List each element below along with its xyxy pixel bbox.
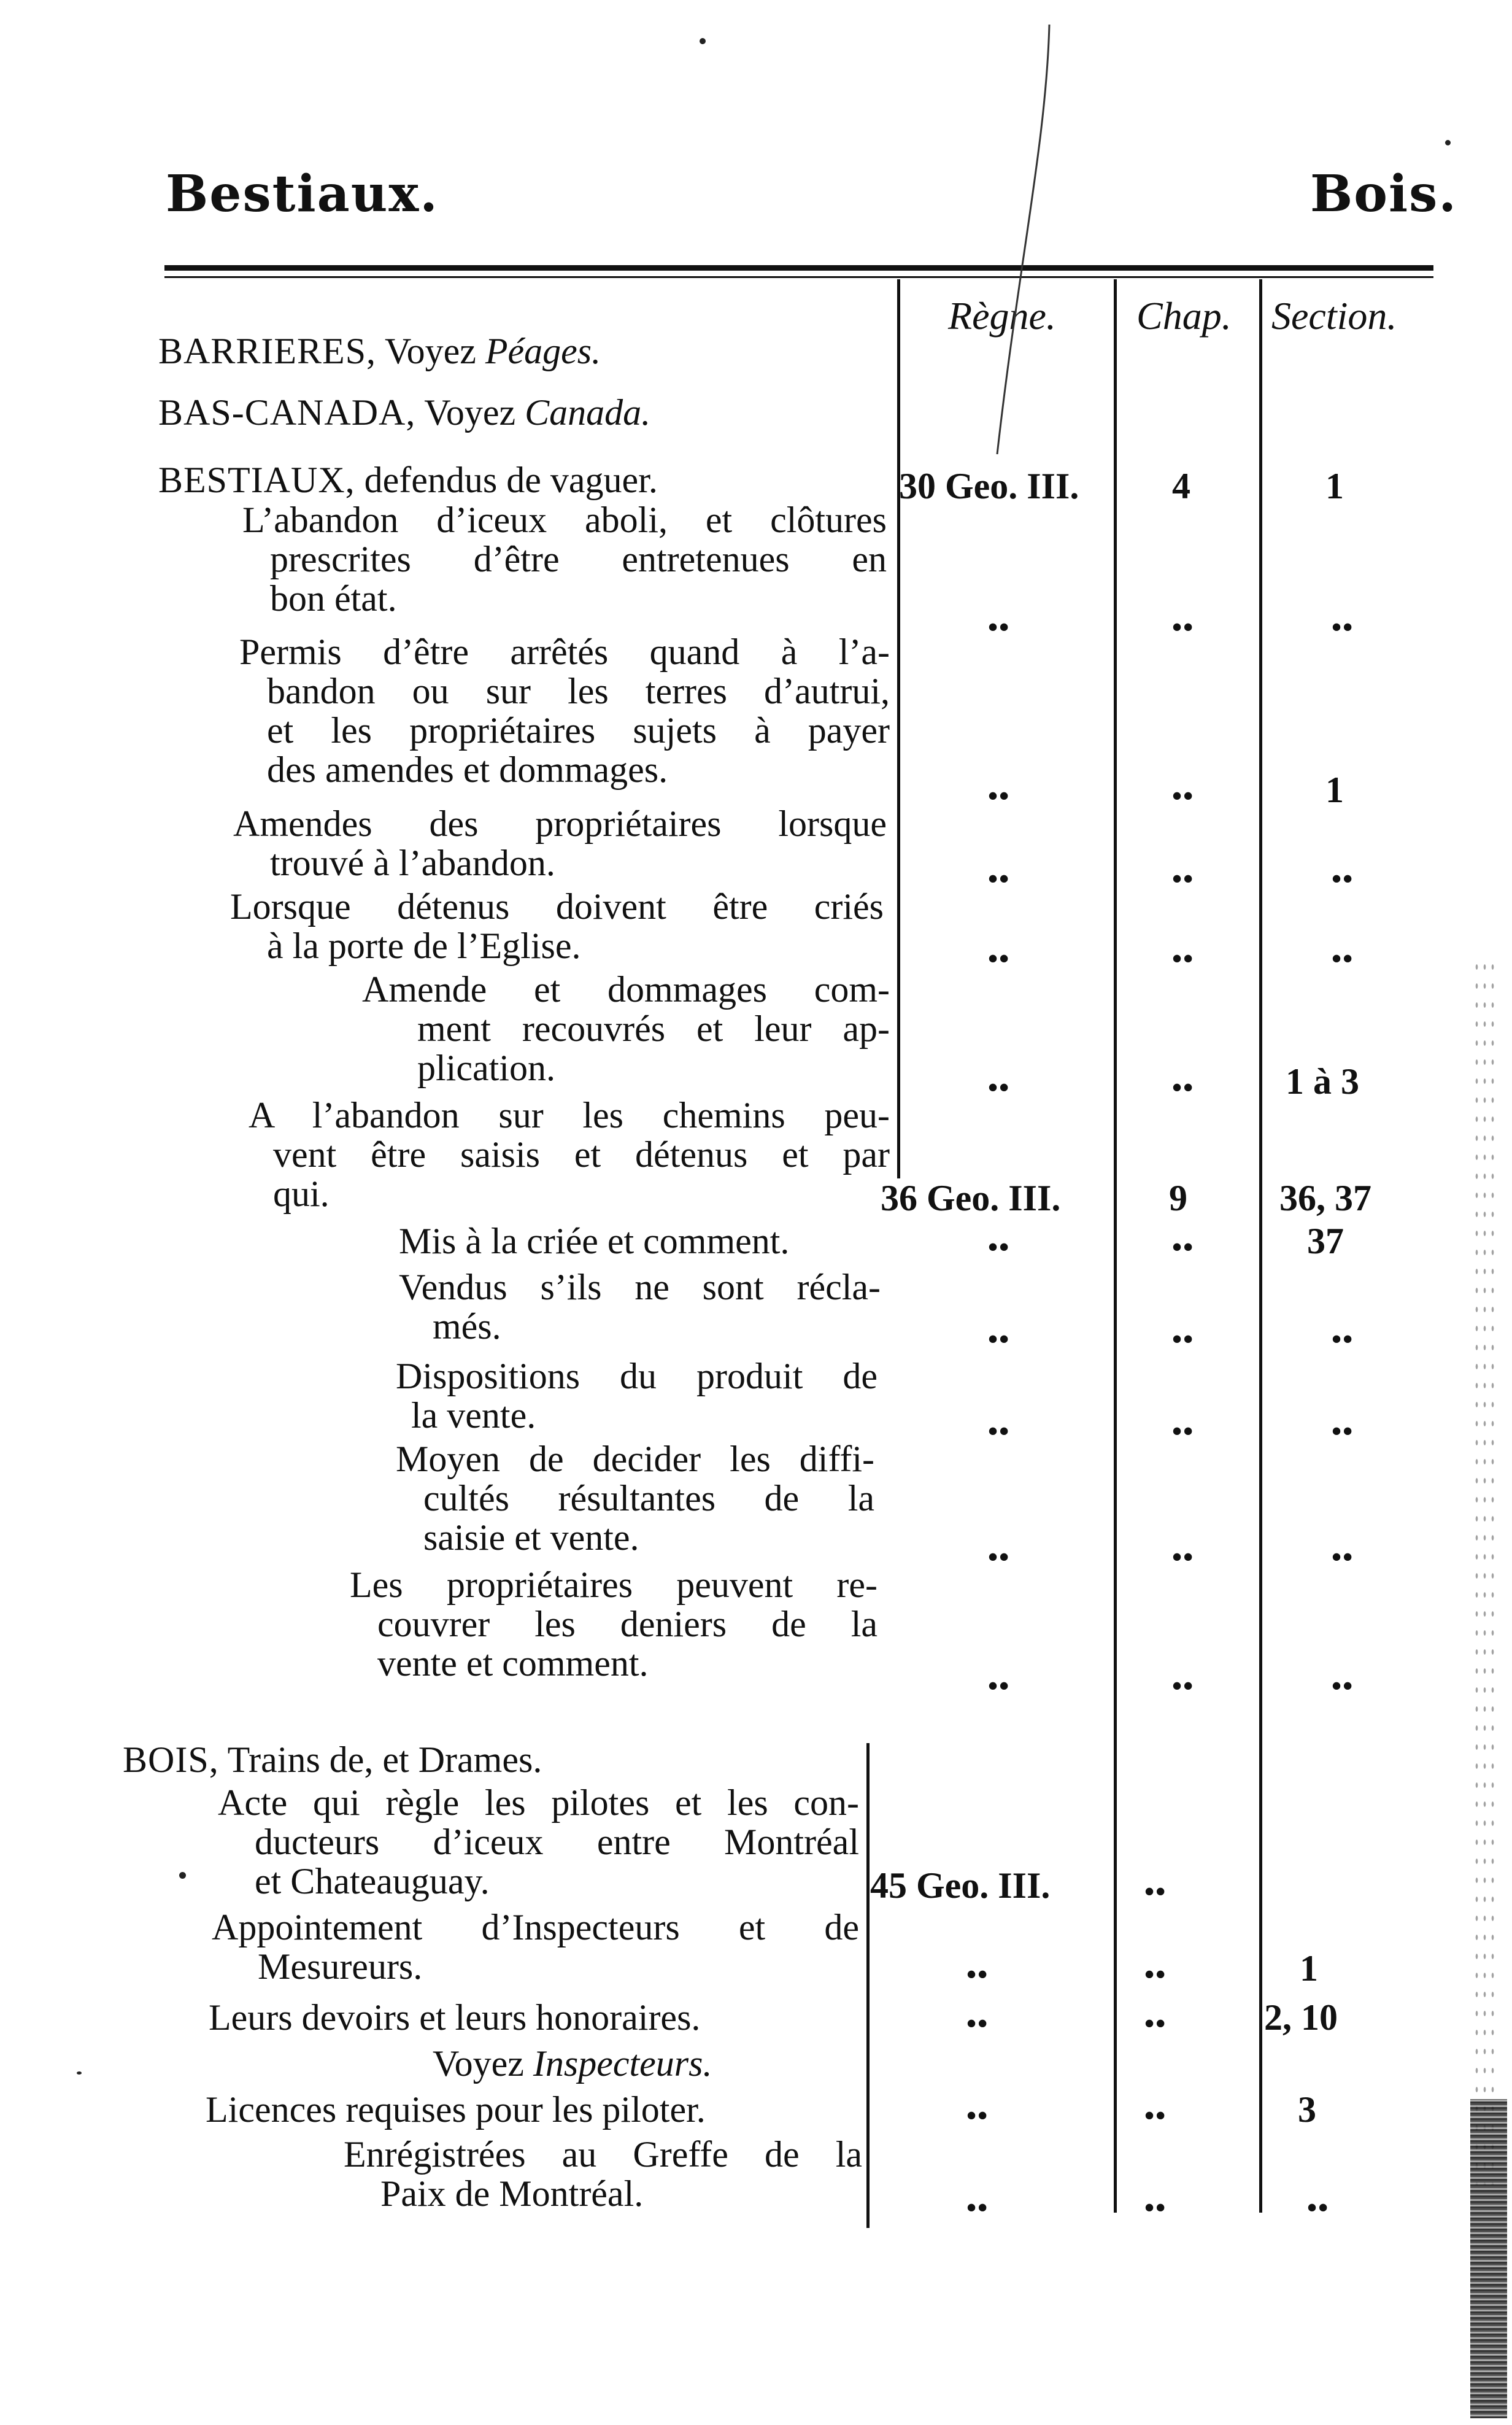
section-cell: 3 bbox=[1298, 2089, 1316, 2130]
divider-text-regne bbox=[897, 279, 900, 1178]
entry-rest: defendus de vaguer. bbox=[355, 460, 658, 500]
subentry-text: Leurs devoirs et leurs honoraires. bbox=[209, 1997, 701, 2038]
column-heading-section: Section. bbox=[1271, 294, 1397, 338]
subentry-text: Licences requises pour les piloter. bbox=[206, 2089, 706, 2130]
scan-speck bbox=[77, 2071, 82, 2075]
regne-cell: •• bbox=[988, 1670, 1011, 1701]
subentry-text: L’abandon d’iceux aboli, et clôtures prescrites d’être entretenues en bon état. bbox=[242, 500, 887, 619]
running-head-left: Bestiaux. bbox=[166, 164, 439, 223]
chap-cell: 9 bbox=[1169, 1178, 1187, 1218]
section-cell: 1 bbox=[1325, 466, 1344, 506]
regne-cell: •• bbox=[988, 1415, 1011, 1447]
regne-cell: •• bbox=[988, 780, 1011, 811]
entry-rest: Voyez bbox=[415, 392, 525, 433]
column-heading-chap: Chap. bbox=[1136, 294, 1232, 338]
regne-cell: 36 Geo. III. bbox=[881, 1178, 1061, 1218]
section-cell: 2, 10 bbox=[1264, 1997, 1338, 2038]
header-rule-thick bbox=[164, 265, 1433, 271]
regne-cell: •• bbox=[966, 2192, 989, 2223]
subentry-text: Dispositions du produit de la vente. bbox=[396, 1356, 878, 1436]
subentry-text: Permis d’être arrêtés quand à l’a- bandon ou sur les terres d’autrui, et les propriétaires sujets à payer des amendes et dommages. bbox=[239, 632, 890, 790]
regne-cell: •• bbox=[966, 2100, 989, 2131]
scan-margin-bar bbox=[1470, 2099, 1507, 2418]
entry-rest: Voyez bbox=[376, 331, 485, 371]
chap-cell: •• bbox=[1144, 2192, 1167, 2223]
entry-bestiaux bbox=[158, 460, 658, 500]
entry-head: BESTIAUX, bbox=[158, 460, 355, 500]
entry-rest: Trains de, et Drames. bbox=[218, 1739, 542, 1780]
subentry-text: Enrégistrées au Greffe de la Paix de Montréal. bbox=[344, 2134, 862, 2214]
subentry-text: Amende et dommages com- ment recouvrés et leur ap- plication. bbox=[362, 969, 890, 1088]
scan-speck bbox=[179, 1872, 186, 1879]
scan-margin-noise bbox=[1473, 957, 1497, 2185]
section-cell: •• bbox=[1332, 611, 1354, 643]
divider-chap-section bbox=[1259, 279, 1262, 2213]
chap-cell: 4 bbox=[1172, 466, 1190, 506]
cross-reference: Voyez Inspecteurs. bbox=[433, 2043, 712, 2084]
subentry-text: Amendes des propriétaires lorsque trouvé à l’abandon. bbox=[233, 803, 887, 883]
scan-stray-line bbox=[982, 18, 1055, 460]
subentry-text: Lorsque détenus doivent être criés à la porte de l’Eglise. bbox=[230, 886, 884, 966]
regne-cell: •• bbox=[988, 1231, 1011, 1263]
subentry-text: Les propriétaires peuvent re- couvrer les deniers de la vente et comment. bbox=[350, 1564, 878, 1684]
regne-cell: •• bbox=[988, 1541, 1011, 1572]
chap-cell: •• bbox=[1172, 1670, 1195, 1701]
subentry-text: Mis à la criée et comment. bbox=[399, 1221, 790, 1261]
chap-cell: •• bbox=[1172, 863, 1195, 894]
entry-head: BARRIERES, bbox=[158, 331, 377, 371]
regne-cell: •• bbox=[988, 863, 1011, 894]
subentry-text: Vendus s’ils ne sont récla- més. bbox=[399, 1267, 881, 1347]
subentry-text: Acte qui règle les pilotes et les con- ducteurs d’iceux entre Montréal et Chateauguay. bbox=[218, 1782, 859, 1901]
section-cell: 1 bbox=[1300, 1948, 1318, 1989]
subentry-text: Moyen de decider les diffi- cultés résultantes de la saisie et vente. bbox=[396, 1439, 874, 1558]
scan-speck bbox=[700, 38, 706, 44]
chap-cell: •• bbox=[1172, 1072, 1195, 1103]
entry-ref: Péages. bbox=[485, 331, 601, 371]
chap-cell: •• bbox=[1172, 1415, 1195, 1447]
entry-head: BOIS, bbox=[123, 1739, 219, 1780]
section-cell: •• bbox=[1332, 943, 1354, 974]
entry-bois bbox=[123, 1740, 542, 1779]
regne-cell: •• bbox=[988, 1072, 1011, 1103]
section-cell: •• bbox=[1332, 1670, 1354, 1701]
section-cell: 1 bbox=[1325, 770, 1344, 810]
scan-speck bbox=[1445, 140, 1451, 145]
subentry-text: Appointement d’Inspecteurs et de Mesureurs. bbox=[212, 1907, 859, 1987]
chap-cell: •• bbox=[1172, 780, 1195, 811]
regne-cell: 45 Geo. III. bbox=[870, 1865, 1051, 1906]
regne-cell: •• bbox=[966, 1959, 989, 1990]
section-cell: •• bbox=[1332, 1415, 1354, 1447]
header-rule-thin bbox=[164, 276, 1433, 278]
divider-text-regne-lower bbox=[866, 1743, 870, 2228]
column-heading-regne: Règne. bbox=[948, 294, 1056, 338]
regne-cell: •• bbox=[988, 1323, 1011, 1355]
section-cell: 1 à 3 bbox=[1286, 1061, 1359, 1102]
regne-cell: •• bbox=[966, 2008, 989, 2039]
entry-bas-canada bbox=[158, 393, 650, 432]
subentry-text: A l’abandon sur les chemins peu- vent être saisis et détenus et par qui. bbox=[249, 1095, 890, 1214]
regne-cell: •• bbox=[988, 943, 1011, 974]
chap-cell: •• bbox=[1172, 611, 1195, 643]
entry-ref: Canada. bbox=[525, 392, 651, 433]
regne-cell: 30 Geo. III. bbox=[899, 466, 1079, 506]
section-cell: •• bbox=[1332, 1323, 1354, 1355]
chap-cell: •• bbox=[1172, 1231, 1195, 1263]
section-cell: •• bbox=[1307, 2192, 1330, 2223]
section-cell: •• bbox=[1332, 1541, 1354, 1572]
chap-cell: •• bbox=[1172, 1541, 1195, 1572]
chap-cell: •• bbox=[1172, 943, 1195, 974]
entry-head: BAS-CANADA, bbox=[158, 392, 416, 433]
regne-cell: •• bbox=[988, 611, 1011, 643]
section-cell: 37 bbox=[1307, 1221, 1344, 1261]
chap-cell: •• bbox=[1172, 1323, 1195, 1355]
chap-cell: •• bbox=[1144, 2008, 1167, 2039]
chap-cell: •• bbox=[1144, 1876, 1167, 1907]
section-cell: 36, 37 bbox=[1279, 1178, 1371, 1218]
running-head-right: Bois. bbox=[1310, 164, 1457, 223]
section-cell: •• bbox=[1332, 863, 1354, 894]
chap-cell: •• bbox=[1144, 1959, 1167, 1990]
chap-cell: •• bbox=[1144, 2100, 1167, 2131]
divider-regne-chap bbox=[1114, 279, 1117, 2213]
entry-barrieres bbox=[158, 331, 601, 371]
